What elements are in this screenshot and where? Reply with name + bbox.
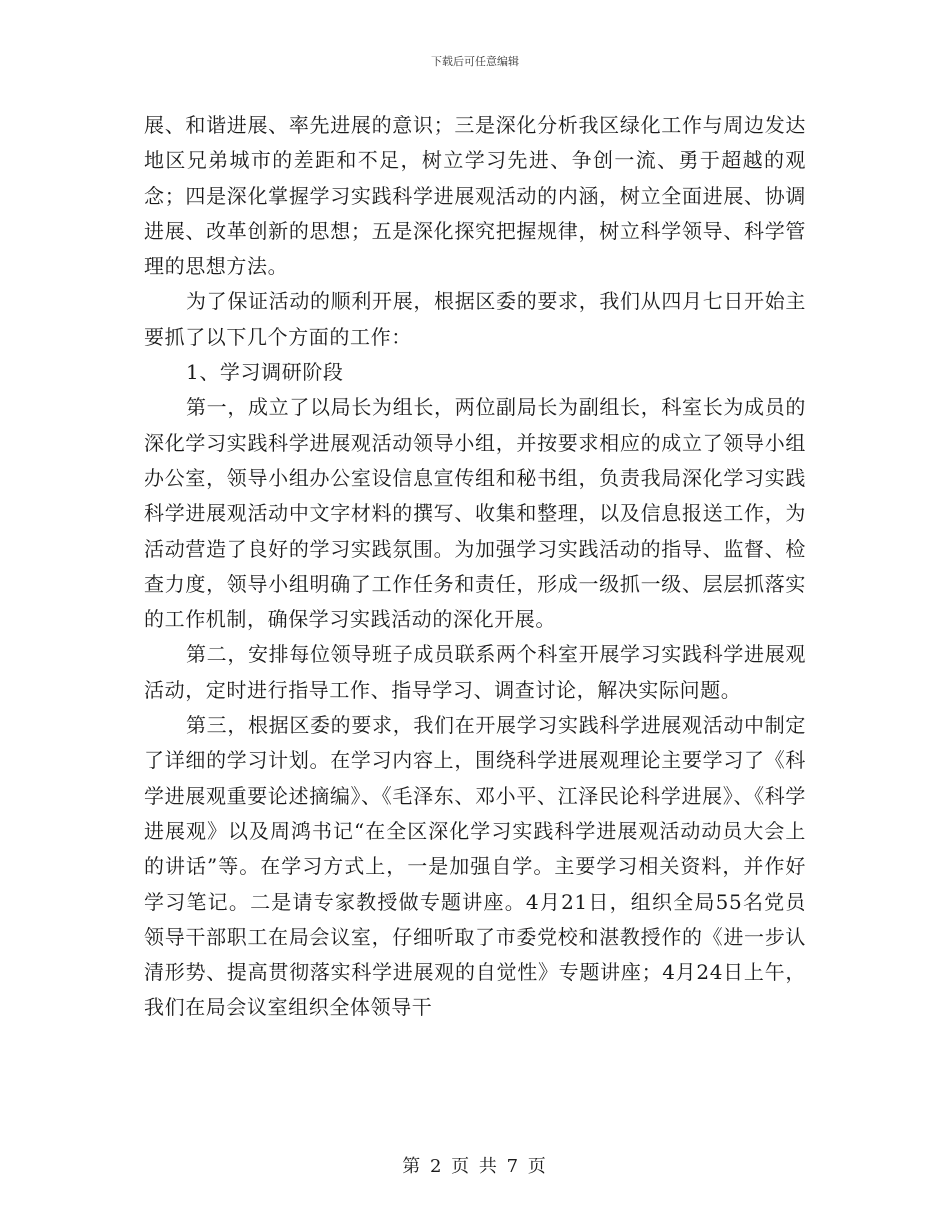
paragraph-third: 第三，根据区委的要求，我们在开展学习实践科学进展观活动中制定了详细的学习计划。在学习内容上，围绕科学进展观理论主要学习了《科学进展观重要论述摘编》、《毛泽东、邓小平、江泽民论科学进展》、《科学进展观》以及周鸿书记“在全区深化学习实践科学进展观活动动员大会上的讲话”等。在学习方式上，一是加强自学。主要学习相关资料，并作好学习笔记。二是请专家教授做专题讲座。4月21日，组织全局55名党员领导干部职工在局会议室，仔细听取了市委党校和湛教授作的《进一步认清形势、提高贯彻落实科学进展观的自觉性》专题讲座；4月24日上午，我们在局会议室组织全体领导干 [144, 713, 806, 1020]
paragraph-second: 第二，安排每位领导班子成员联系两个科室开展学习实践科学进展观活动，定时进行指导工作、指导学习、调查讨论，解决实际问题。 [144, 642, 806, 702]
page-header: 下载后可任意编辑 [431, 55, 519, 68]
paragraph-2: 为了保证活动的顺利开展，根据区委的要求，我们从四月七日开始主要抓了以下几个方面的工作： [144, 289, 806, 349]
paragraph-1: 展、和谐进展、率先进展的意识；三是深化分析我区绿化工作与周边发达地区兄弟城市的差距和不足，树立学习先进、争创一流、勇于超越的观念；四是深化掌握学习实践科学进展观活动的内涵，树立全面进展、协调进展、改革创新的思想；五是深化探究把握规律，树立科学领导、科学管理的思想方法。 [144, 113, 806, 279]
paragraph-first: 第一，成立了以局长为组长，两位副局长为副组长，科室长为成员的深化学习实践科学进展观活动领导小组，并按要求相应的成立了领导小组办公室，领导小组办公室设信息宣传组和秘书组，负责我局深化学习实践科学进展观活动中文字材料的撰写、收集和整理，以及信息报送工作，为活动营造了良好的学习实践氛围。为加强学习实践活动的指导、监督、检查力度，领导小组明确了工作任务和责任，形成一级抓一级、层层抓落实的工作机制，确保学习实践活动的深化开展。 [144, 395, 806, 632]
page-number-footer: 第 2 页 共 7 页 [402, 1156, 548, 1177]
document-body [144, 108, 806, 1026]
section-heading-study-research: 1、学习调研阶段 [186, 360, 344, 385]
